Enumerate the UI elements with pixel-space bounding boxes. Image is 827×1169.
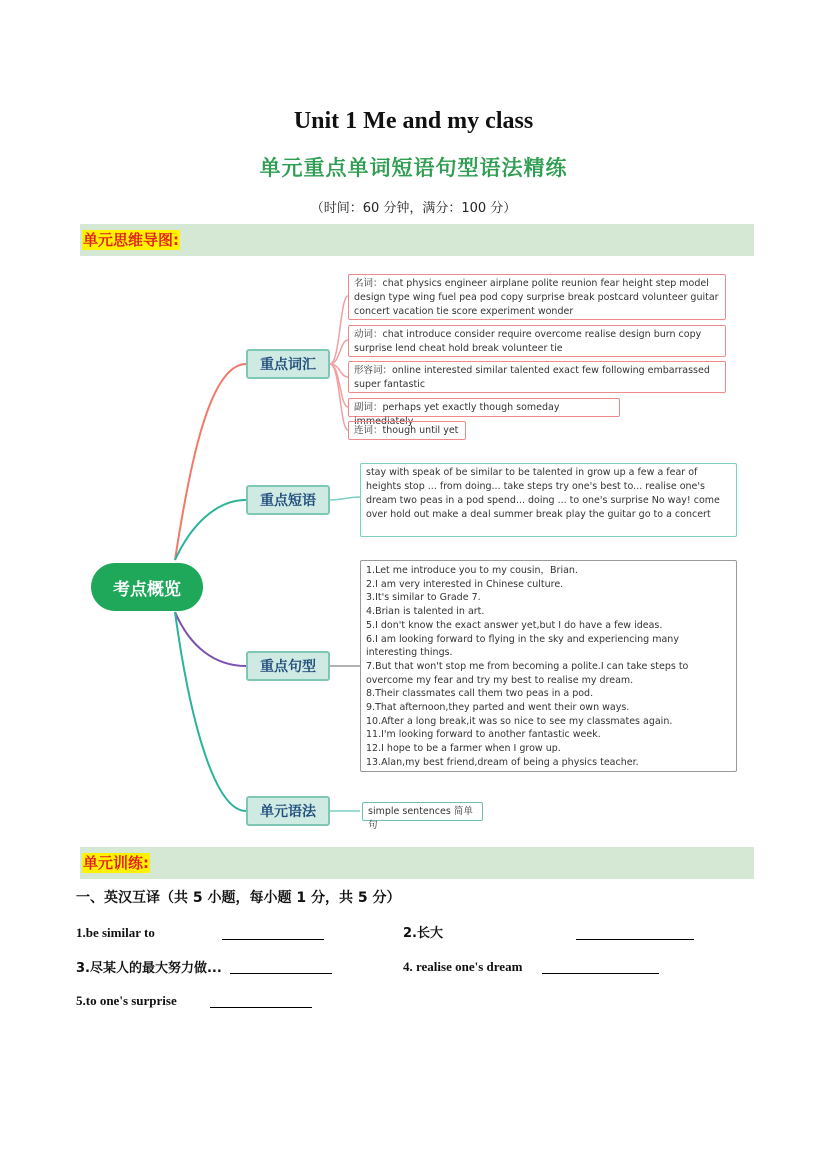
page-title: Unit 1 Me and my class bbox=[293, 108, 534, 134]
vocab-adverbs-box: 副词：perhaps yet exactly though someday immediately bbox=[348, 398, 620, 417]
training-section-bar bbox=[80, 847, 754, 879]
sentence-item: 3.It's similar to Grade 7. bbox=[366, 592, 481, 604]
question-3: 3.尽某人的最大努力做... bbox=[76, 961, 222, 976]
sentences-box bbox=[360, 560, 737, 772]
answer-blank-3[interactable] bbox=[230, 972, 332, 974]
grammar-box: simple sentences 简单句 bbox=[362, 802, 483, 821]
phrases-box: stay with speak of be similar to be talented in grow up a few a fear of heights stop ... from doing... take steps try one's best to... realise one's dream two peas in a pod spend... doing ... to one's surprise No way! come over hold out make a deal summer break play the guitar go to a concert bbox=[360, 463, 737, 537]
sentence-item: 2.I am very interested in Chinese culture. bbox=[366, 578, 564, 590]
sentence-item: 8.Their classmates call them two peas in a pod. bbox=[366, 688, 594, 700]
question-1: 1.be similar to bbox=[76, 925, 155, 940]
connector-phrases bbox=[175, 500, 246, 560]
sentence-item: 9.That afternoon,they parted and went their own ways. bbox=[366, 702, 630, 714]
question-5: 5.to one's surprise bbox=[76, 993, 177, 1008]
sentence-item: 4.Brian is talented in art. bbox=[366, 606, 485, 618]
sentence-item: 11.I'm looking forward to another fantastic week. bbox=[366, 729, 601, 741]
vocab-nouns-box: 名词：chat physics engineer airplane polite reunion fear height step model design type wing fuel pea pod copy surprise break postcard volunteer guitar concert vacation tie score experiment wonder bbox=[348, 274, 726, 320]
sentence-item: 7.But that won't stop me from becoming a polite.I can take steps to overcome my fear and try my best to realise my dream. bbox=[366, 660, 689, 686]
sentence-item: 5.I don't know the exact answer yet,but I do have a few ideas. bbox=[366, 619, 663, 631]
branch-phrases: 重点短语 bbox=[246, 485, 330, 515]
vocab-adjectives-box: 形容词：online interested similar talented exact few following embarrassed super fantastic bbox=[348, 361, 726, 393]
branch-vocab: 重点词汇 bbox=[246, 349, 330, 379]
sentence-item: 10.After a long break,it was so nice to see my classmates again. bbox=[366, 715, 673, 727]
branch-grammar: 单元语法 bbox=[246, 796, 330, 826]
answer-blank-4[interactable] bbox=[542, 972, 659, 974]
sentence-item: 12.I hope to be a farmer when I grow up. bbox=[366, 743, 561, 755]
connector-grammar bbox=[175, 612, 246, 811]
mindmap-section-bar bbox=[80, 224, 754, 256]
answer-blank-1[interactable] bbox=[222, 938, 324, 940]
sentence-item: 13.Alan,my best friend,dream of being a physics teacher. bbox=[366, 756, 639, 768]
sentence-item: 1.Let me introduce you to my cousin，Brian. bbox=[366, 565, 578, 576]
sentence-item: 6.I am looking forward to flying in the sky and experiencing many interesting things. bbox=[366, 633, 679, 659]
mindmap-section-label: 单元思维导图: bbox=[83, 231, 179, 249]
answer-blank-5[interactable] bbox=[210, 1006, 312, 1008]
connector-sentences bbox=[175, 612, 246, 666]
exercise-heading: 一、英汉互译（共 5 小题，每小题 1 分，共 5 分） bbox=[76, 890, 401, 906]
mindmap-root: 考点概览 bbox=[91, 563, 203, 611]
page-subtitle: 单元重点单词短语句型语法精练 bbox=[259, 156, 568, 180]
time-info: （时间：60 分钟，满分：100 分） bbox=[310, 201, 517, 216]
vocab-verbs-box: 动词：chat introduce consider require overcome realise design burn copy surprise lend cheat hold break volunteer tie bbox=[348, 325, 726, 357]
branch-sentences: 重点句型 bbox=[246, 651, 330, 681]
answer-blank-2[interactable] bbox=[576, 938, 694, 940]
connector-vocab bbox=[175, 364, 246, 560]
vocab-conjunctions-box: 连词：though until yet bbox=[348, 421, 466, 440]
question-2: 2.长大 bbox=[403, 926, 443, 941]
question-4: 4. realise one's dream bbox=[403, 959, 523, 974]
training-section-label: 单元训练: bbox=[83, 854, 149, 872]
